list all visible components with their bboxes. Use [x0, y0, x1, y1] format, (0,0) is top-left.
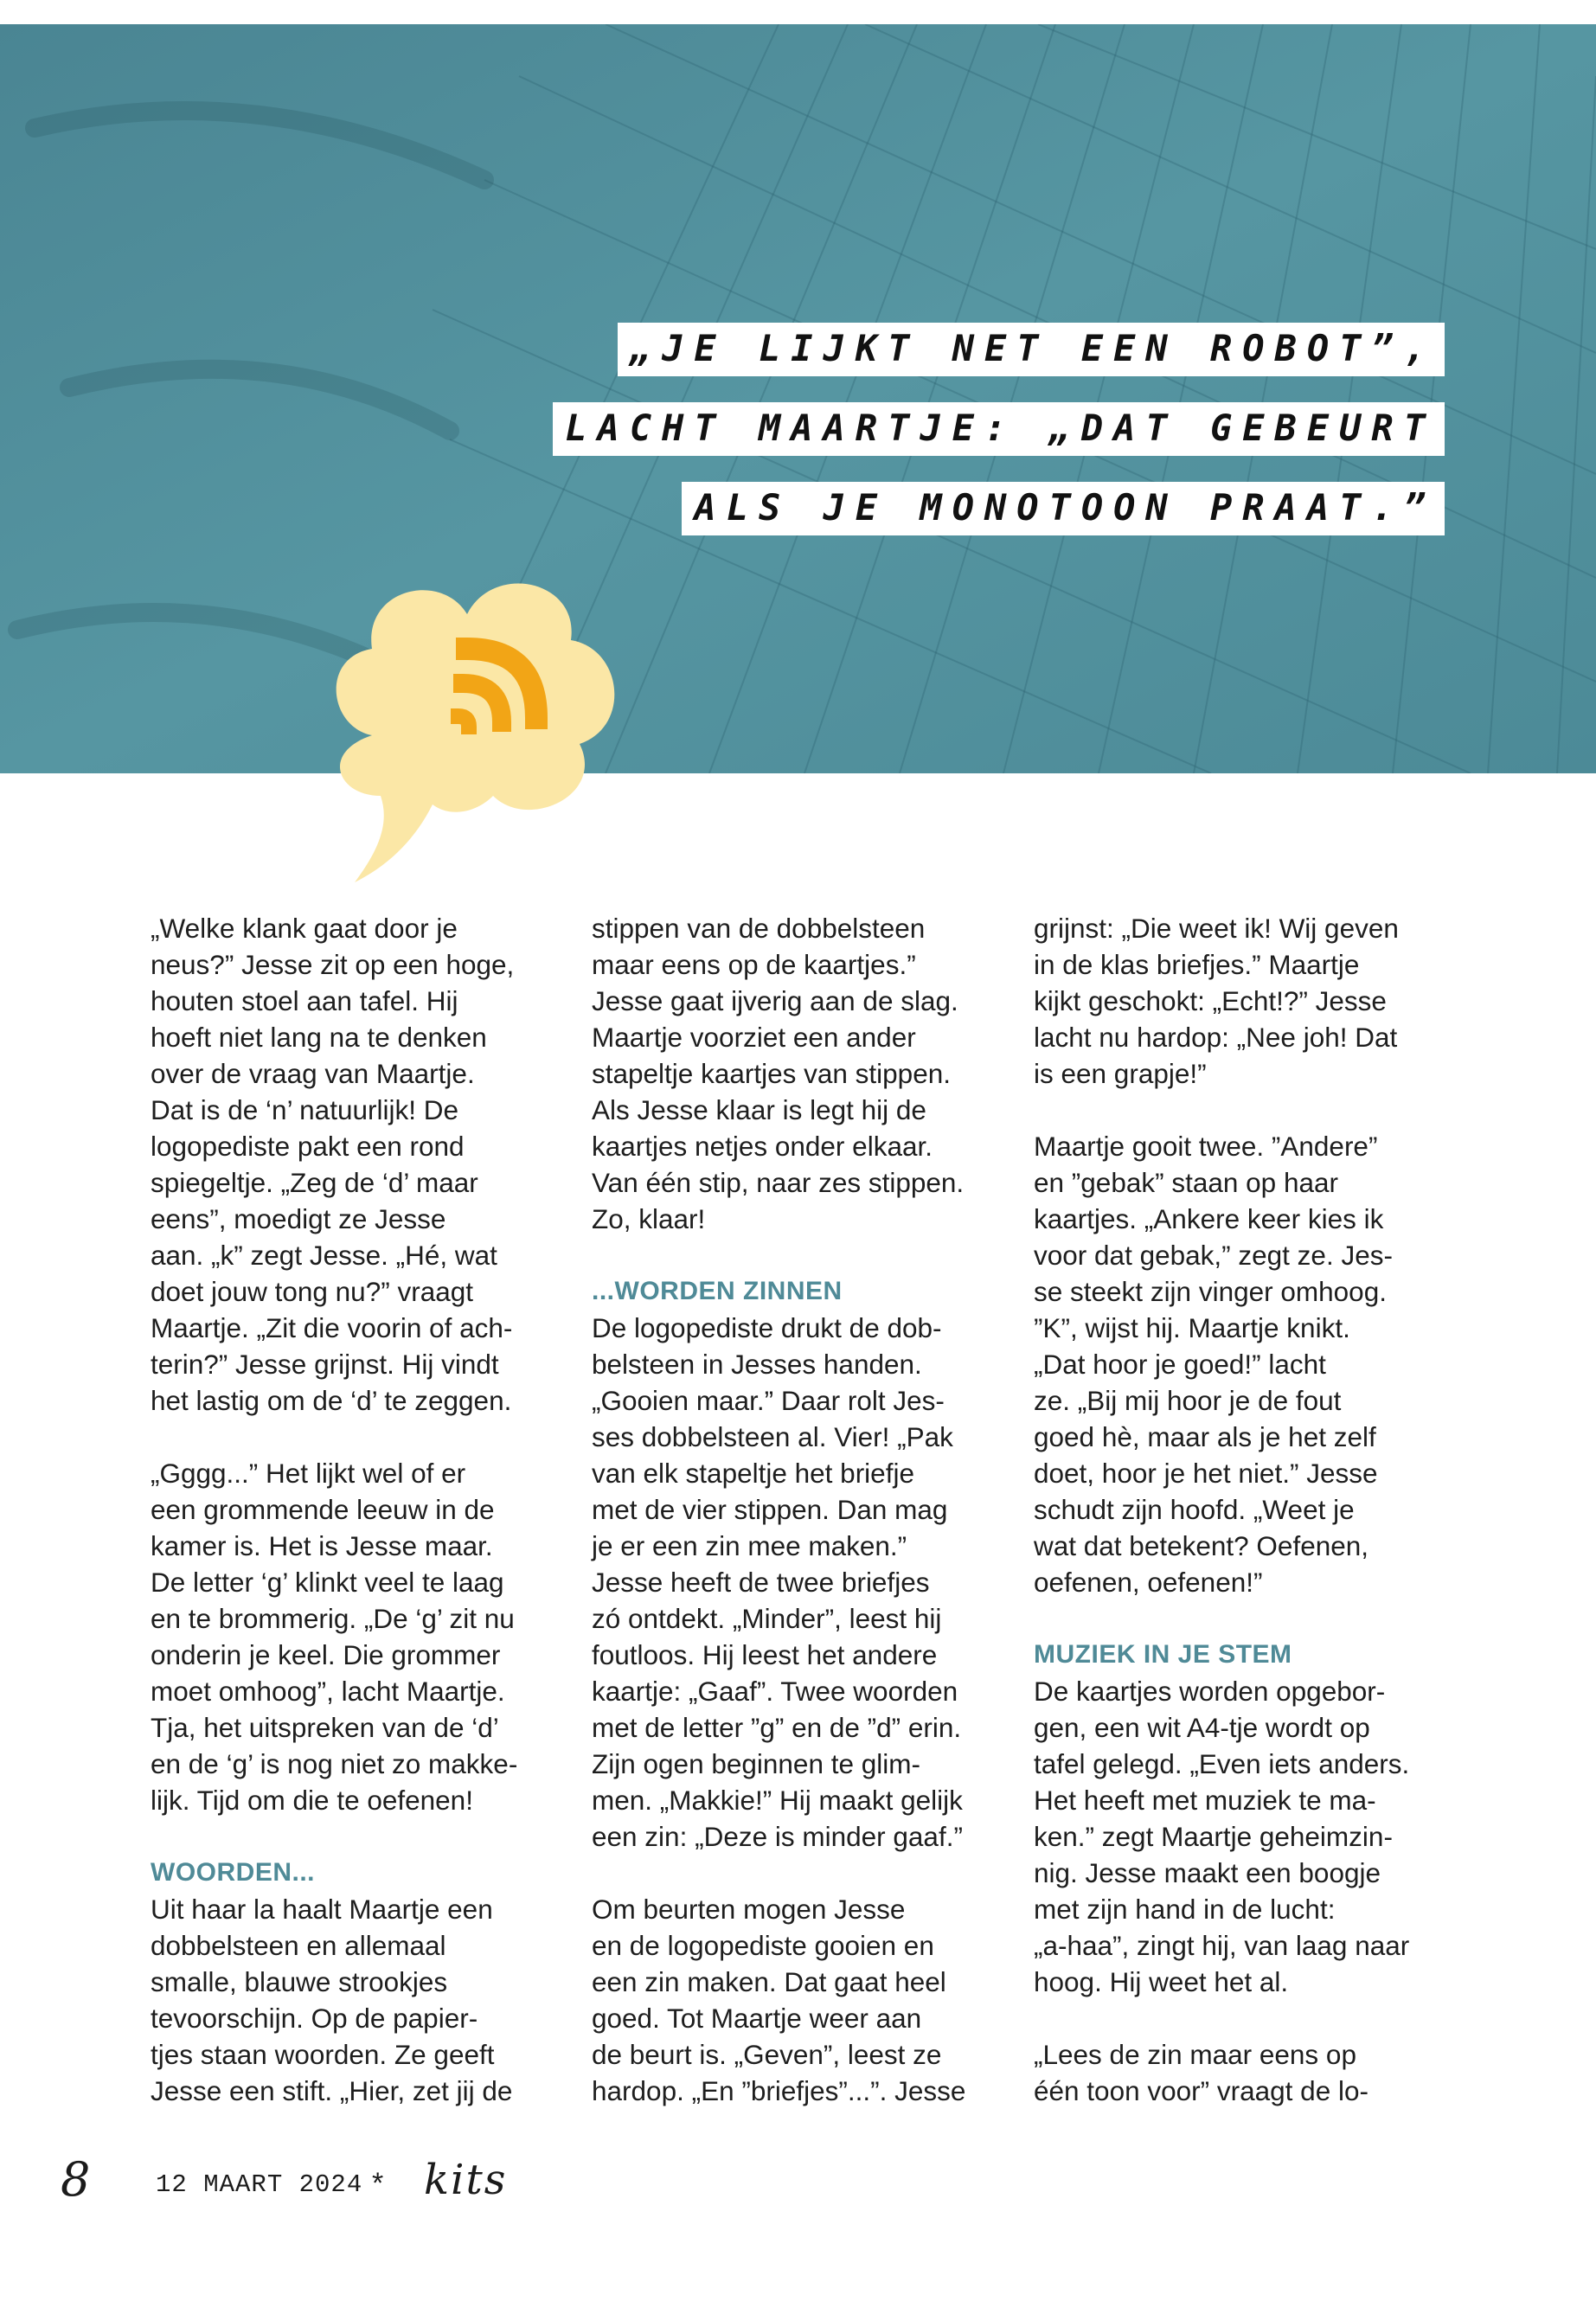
text-line: van elk stapeltje het briefje: [592, 1458, 914, 1489]
text-line: en de ‘g’ is nog niet zo makke-: [151, 1748, 518, 1779]
text-line: en ”gebak” staan op haar: [1034, 1167, 1338, 1198]
text-line: lijk. Tijd om die te oefenen!: [151, 1785, 473, 1816]
text-line: met de letter ”g” en de ”d” erin.: [592, 1712, 962, 1743]
text-line: Als Jesse klaar is legt hij de: [592, 1094, 926, 1125]
text-line: Jesse heeft de twee briefjes: [592, 1567, 930, 1598]
issue-date: 12 MAART 2024: [156, 2170, 363, 2199]
text-line: Uit haar la haalt Maartje een: [151, 1894, 493, 1925]
text-line: De kaartjes worden opgebor-: [1034, 1676, 1386, 1707]
text-line: Jesse gaat ijverig aan de slag.: [592, 985, 958, 1016]
text-line: eens”, moedigt ze Jesse: [151, 1203, 446, 1234]
text-line: belsteen in Jesses handen.: [592, 1349, 922, 1380]
text-line: gen, een wit A4-tje wordt op: [1034, 1712, 1370, 1743]
paragraph: [592, 910, 998, 1237]
text-column-3: [1034, 910, 1440, 2109]
text-line: met de vier stippen. Dan mag: [592, 1494, 948, 1525]
text-line: ”K”, wijst hij. Maartje knikt.: [1034, 1312, 1350, 1343]
paragraph: [151, 1891, 557, 2109]
text-line: men. „Makkie!” Hij maakt gelijk: [592, 1785, 963, 1816]
text-line: Maartje voorziet een ander: [592, 1022, 916, 1053]
text-line: kaartjes. „Ankere keer kies ik: [1034, 1203, 1384, 1234]
text-line: spiegeltje. „Zeg de ‘d’ maar: [151, 1167, 478, 1198]
paragraph: [592, 1891, 998, 2109]
paragraph: [1034, 1128, 1440, 1600]
text-line: en de logopediste gooien en: [592, 1930, 934, 1961]
text-line: logopediste pakt een rond: [151, 1131, 465, 1162]
text-line: „Lees de zin maar eens op: [1034, 2039, 1356, 2070]
text-line: „Gggg...” Het lijkt wel of er: [151, 1458, 466, 1489]
text-line: nig. Jesse maakt een boogje: [1034, 1857, 1381, 1888]
text-line: „a-haa”, zingt hij, van laag naar: [1034, 1930, 1410, 1961]
magazine-logo: kits: [424, 2156, 508, 2204]
text-line: in de klas briefjes.” Maartje: [1034, 949, 1360, 980]
text-line: Om beurten mogen Jesse: [592, 1894, 906, 1925]
text-line: Tja, het uitspreken van de ‘d’: [151, 1712, 499, 1743]
text-line: „Dat hoor je goed!” lacht: [1034, 1349, 1326, 1380]
page-number: 8: [61, 2152, 91, 2207]
text-line: hoog. Hij weet het al.: [1034, 1966, 1289, 1997]
text-line: goed hè, maar als je het zelf: [1034, 1421, 1376, 1452]
text-line: kaartje: „Gaaf”. Twee woorden: [592, 1676, 958, 1707]
paragraph: [1034, 910, 1440, 1092]
text-line: Zo, klaar!: [592, 1203, 706, 1234]
hero-image: [0, 24, 1596, 773]
text-line: een zin: „Deze is minder gaaf.”: [592, 1821, 963, 1852]
text-line: over de vraag van Maartje.: [151, 1058, 475, 1089]
text-line: ken.” zegt Maartje geheimzin-: [1034, 1821, 1393, 1852]
text-line: „Gooien maar.” Daar rolt Jes-: [592, 1385, 945, 1416]
text-line: „Welke klank gaat door je: [151, 913, 458, 944]
text-line: wat dat betekent? Oefenen,: [1034, 1530, 1369, 1561]
text-line: goed. Tot Maartje weer aan: [592, 2003, 922, 2034]
speech-bubble-icon: [320, 554, 631, 900]
text-line: onderin je keel. Die grommer: [151, 1639, 501, 1670]
pull-quote-line: LACHT MAARTJE: „DAT GEBEURT: [553, 402, 1445, 456]
text-line: doet jouw tong nu?” vraagt: [151, 1276, 474, 1307]
text-line: een zin maken. Dat gaat heel: [592, 1966, 946, 1997]
section-heading: ...WORDEN ZINNEN: [592, 1277, 843, 1305]
text-line: oefenen, oefenen!”: [1034, 1567, 1263, 1598]
text-line: foutloos. Hij leest het andere: [592, 1639, 938, 1670]
pull-quote-line: ALS JE MONOTOON PRAAT.”: [682, 482, 1445, 535]
text-line: ses dobbelsteen al. Vier! „Pak: [592, 1421, 953, 1452]
text-line: je er een zin mee maken.”: [592, 1530, 907, 1561]
text-line: tevoorschijn. Op de papier-: [151, 2003, 478, 2034]
section-heading: MUZIEK IN JE STEM: [1034, 1640, 1292, 1669]
text-line: Jesse een stift. „Hier, zet jij de: [151, 2075, 513, 2106]
text-line: Het heeft met muziek te ma-: [1034, 1785, 1376, 1816]
text-line: kijkt geschokt: „Echt!?” Jesse: [1034, 985, 1387, 1016]
hero-texture: [0, 24, 1596, 773]
text-line: doet, hoor je het niet.” Jesse: [1034, 1458, 1378, 1489]
text-line: terin?” Jesse grijnst. Hij vindt: [151, 1349, 499, 1380]
paragraph: [1034, 2036, 1440, 2109]
page-footer: [0, 2154, 1596, 2214]
text-line: het lastig om de ‘d’ te zeggen.: [151, 1385, 512, 1416]
text-line: is een grapje!”: [1034, 1058, 1207, 1089]
text-line: maar eens op de kaartjes.”: [592, 949, 916, 980]
paragraph: [592, 1310, 998, 1855]
text-line: dobbelsteen en allemaal: [151, 1930, 446, 1961]
text-line: Maartje. „Zit die voorin of ach-: [151, 1312, 513, 1343]
text-line: hardop. „En ”briefjes”...”. Jesse: [592, 2075, 966, 2106]
text-line: Van één stip, naar zes stippen.: [592, 1167, 965, 1198]
paragraph: [151, 910, 557, 1419]
text-line: stapeltje kaartjes van stippen.: [592, 1058, 951, 1089]
text-line: neus?” Jesse zit op een hoge,: [151, 949, 515, 980]
paragraph: [151, 1455, 557, 1818]
text-line: aan. „k” zegt Jesse. „Hé, wat: [151, 1240, 497, 1271]
text-line: Dat is de ‘n’ natuurlijk! De: [151, 1094, 458, 1125]
text-line: schudt zijn hoofd. „Weet je: [1034, 1494, 1355, 1525]
text-line: voor dat gebak,” zegt ze. Jes-: [1034, 1240, 1393, 1271]
text-line: moet omhoog”, lacht Maartje.: [151, 1676, 505, 1707]
text-line: kaartjes netjes onder elkaar.: [592, 1131, 933, 1162]
text-line: ze. „Bij mij hoor je de fout: [1034, 1385, 1342, 1416]
text-line: grijnst: „Die weet ik! Wij geven: [1034, 913, 1399, 944]
text-column-1: [151, 910, 557, 2109]
text-line: met zijn hand in de lucht:: [1034, 1894, 1336, 1925]
text-line: Maartje gooit twee. ”Andere”: [1034, 1131, 1378, 1162]
separator-icon: *: [372, 2167, 384, 2200]
pull-quote-line: „JE LIJKT NET EEN ROBOT”,: [618, 323, 1445, 376]
text-line: De letter ‘g’ klinkt veel te laag: [151, 1567, 504, 1598]
text-line: stippen van de dobbelsteen: [592, 913, 926, 944]
text-line: een grommende leeuw in de: [151, 1494, 495, 1525]
text-line: smalle, blauwe strookjes: [151, 1966, 448, 1997]
section-heading: WOORDEN...: [151, 1858, 315, 1887]
paragraph: [1034, 1673, 1440, 2000]
text-line: zó ontdekt. „Minder”, leest hij: [592, 1603, 942, 1634]
text-line: tafel gelegd. „Even iets anders.: [1034, 1748, 1410, 1779]
text-line: lacht nu hardop: „Nee joh! Dat: [1034, 1022, 1398, 1053]
text-line: hoeft niet lang na te denken: [151, 1022, 487, 1053]
text-line: de beurt is. „Geven”, leest ze: [592, 2039, 942, 2070]
text-line: Zijn ogen beginnen te glim-: [592, 1748, 920, 1779]
text-line: houten stoel aan tafel. Hij: [151, 985, 458, 1016]
text-line: kamer is. Het is Jesse maar.: [151, 1530, 493, 1561]
text-line: één toon voor” vraagt de lo-: [1034, 2075, 1368, 2106]
text-line: en te brommerig. „De ‘g’ zit nu: [151, 1603, 515, 1634]
text-column-2: [592, 910, 998, 2109]
text-line: De logopediste drukt de dob-: [592, 1312, 942, 1343]
text-line: se steekt zijn vinger omhoog.: [1034, 1276, 1387, 1307]
text-line: tjes staan woorden. Ze geeft: [151, 2039, 495, 2070]
